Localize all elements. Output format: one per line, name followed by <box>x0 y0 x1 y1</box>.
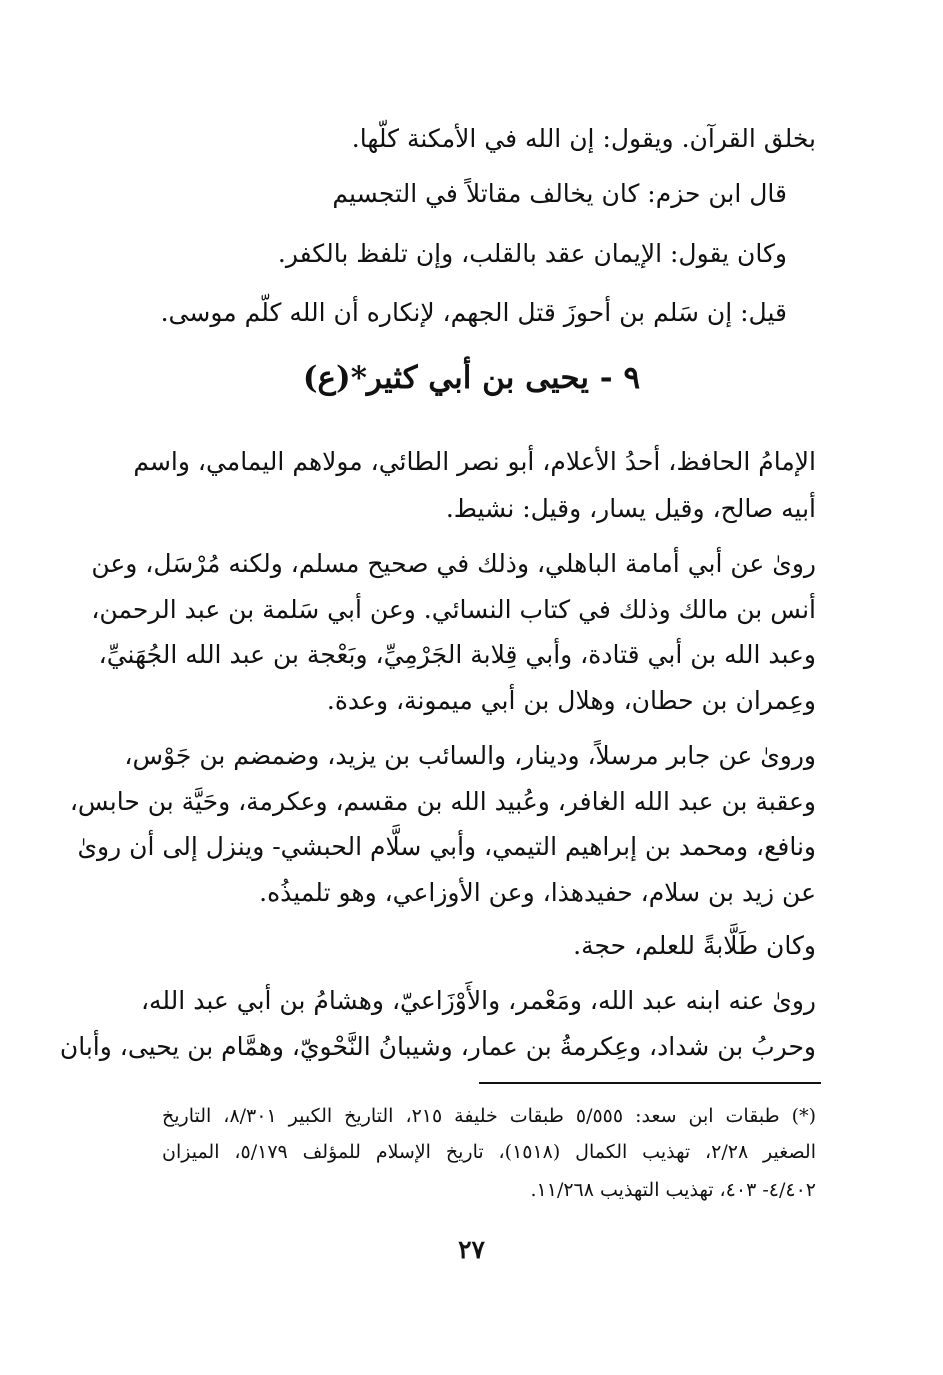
paragraph-line: وروىٰ عن جابر مرسلاً، ودينار، والسائب بن يزيد، وضمضم بن جَوْس، <box>124 741 816 770</box>
page-number: ٢٧ <box>458 1235 485 1264</box>
paragraph-line: روىٰ عن أبي أمامة الباهلي، وذلك في صحيح مسلم، ولكنه مُرْسَل، وعن <box>91 549 816 578</box>
text-line: قال ابن حزم: كان يخالف مقاتلاً في التجسيم <box>332 179 787 208</box>
footnote-line: ٤/٤٠٢- ٤٠٣، تهذيب التهذيب ١١/٢٦٨. <box>530 1179 816 1201</box>
paragraph-line: أنس بن مالك وذلك في كتاب النسائي. وعن أبي سَلمة بن عبد الرحمن، <box>91 595 816 624</box>
paragraph-line: وكان طَلَّابةً للعلم، حجة. <box>573 931 816 960</box>
paragraph-line: وعقبة بن عبد الله الغافر، وعُبيد الله بن مقسم، وعكرمة، وحَيَّة بن حابس، <box>69 787 816 816</box>
footnote-line: (*) طبقات ابن سعد: ٥/٥٥٥ طبقات خليفة ٢١٥، التاريخ الكبير ٨/٣٠١، التاريخ <box>162 1105 816 1127</box>
text-line: قيل: إن سَلم بن أحوزَ قتل الجهم، لإنكاره أن الله كلّم موسى. <box>160 298 787 327</box>
footnote-separator <box>479 1082 821 1084</box>
paragraph-line: وحربُ بن شداد، وعِكرمةُ بن عمار، وشيبانُ النَّحْويّ، وهمَّام بن يحيى، وأبان <box>59 1032 816 1061</box>
paragraph-line: روىٰ عنه ابنه عبد الله، ومَعْمر، والأَوْزَاعيّ، وهشامُ بن أبي عبد الله، <box>140 986 816 1015</box>
paragraph-line: وعِمران بن حطان، وهلال بن أبي ميمونة، وعدة. <box>326 686 816 715</box>
footnote-line: الصغير ٢/٢٨، تهذيب الكمال (١٥١٨)، تاريخ الإسلام للمؤلف ٥/١٧٩، الميزان <box>162 1141 816 1163</box>
text-line: وكان يقول: الإيمان عقد بالقلب، وإن تلفظ بالكفر. <box>277 239 787 268</box>
text-line: بخلق القرآن. ويقول: إن الله في الأمكنة كلّها. <box>351 124 816 153</box>
paragraph-line: وعبد الله بن أبي قتادة، وأبي قِلابة الجَرْمِيِّ، وبَعْجة بن عبد الله الجُهَنيِّ، <box>98 640 816 669</box>
paragraph-line: ونافع، ومحمد بن إبراهيم التيمي، وأبي سلَّام الحبشي- وينزل إلى أن روىٰ <box>77 832 816 861</box>
paragraph-line: عن زيد بن سلام، حفيدهذا، وعن الأوزاعي، وهو تلميذُه. <box>259 878 816 907</box>
paragraph-line: الإمامُ الحافظ، أحدُ الأعلام، أبو نصر الطائي، مولاهم اليمامي، واسم <box>133 447 816 476</box>
paragraph-line: أبيه صالح، وقيل يسار، وقيل: نشيط. <box>445 494 816 523</box>
section-heading: ٩ - يحيى بن أبي كثير*(ع) <box>302 360 641 396</box>
